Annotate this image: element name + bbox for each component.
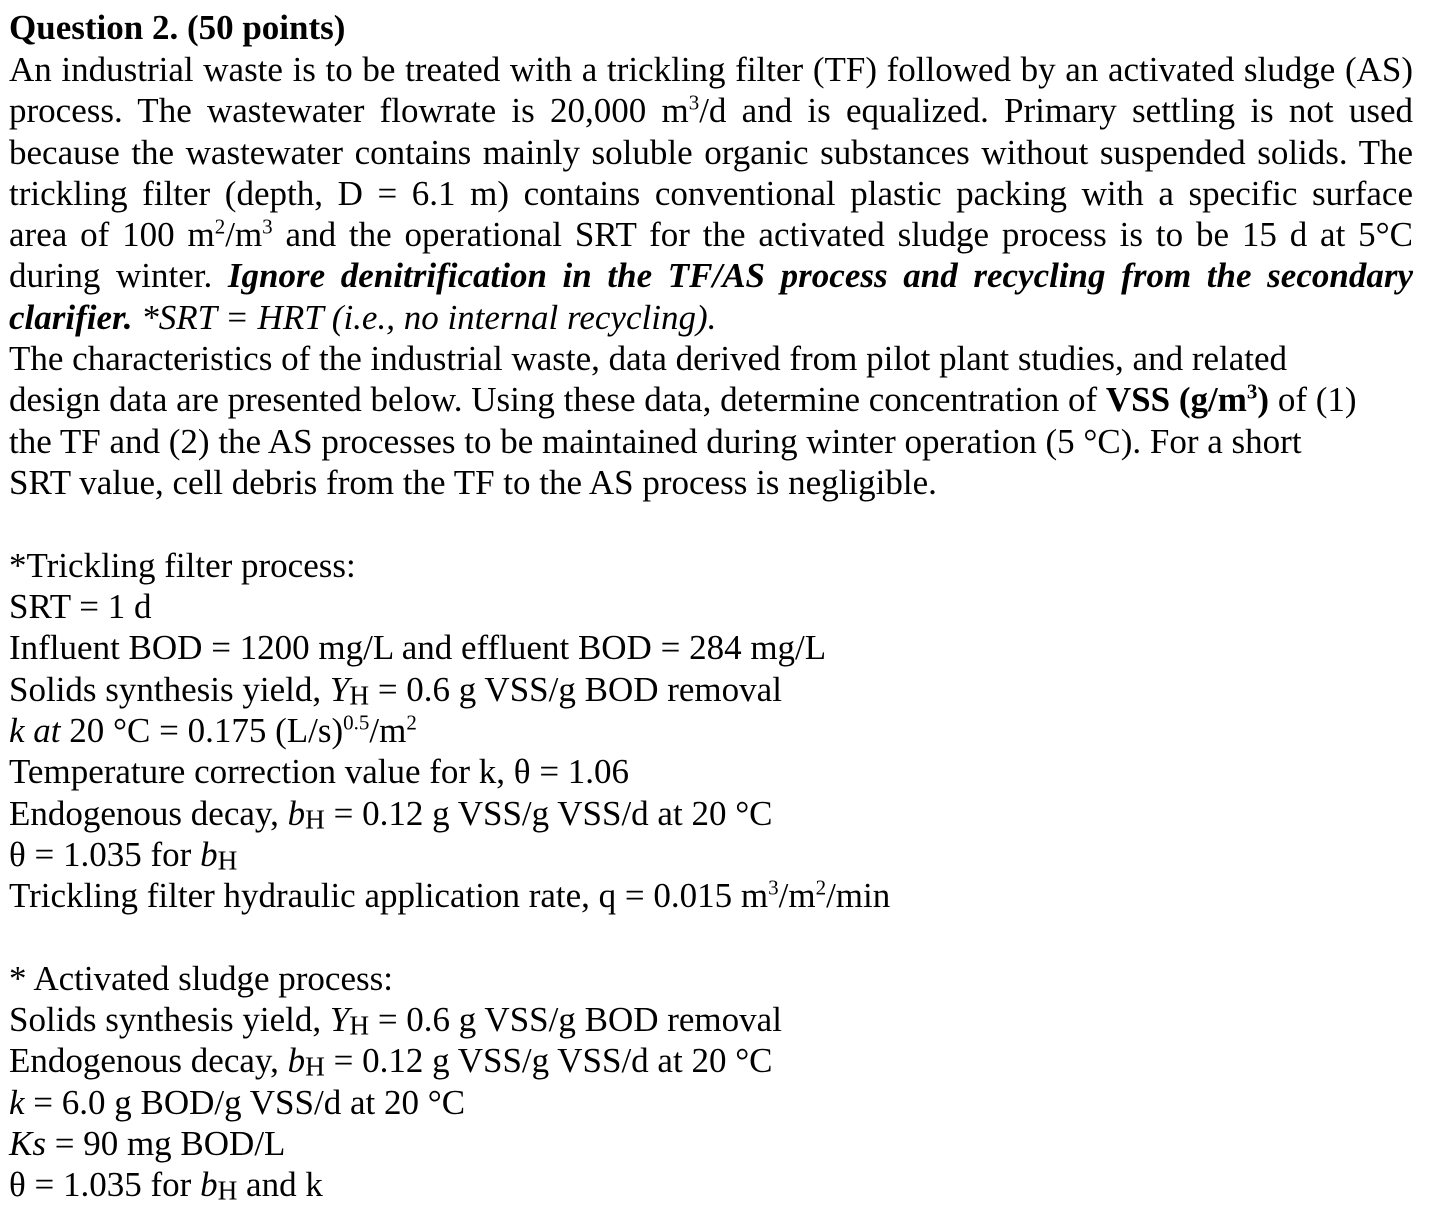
as-ks: Ks = 90 mg BOD/L bbox=[9, 1124, 286, 1163]
tf-srt: SRT = 1 d bbox=[9, 587, 152, 626]
intro-line-7: clarifier. *SRT = HRT (i.e., no internal recycling). bbox=[9, 298, 717, 337]
tf-bod: Influent BOD = 1200 mg/L and effluent BOD = 284 mg/L bbox=[9, 628, 827, 667]
intro-line-1: An industrial waste is to be treated with a trickling filter (TF) followed by an activated sludge (AS) bbox=[9, 50, 1413, 89]
task-line-3: the TF and (2) the AS processes to be maintained during winter operation (5 °C). For a short bbox=[9, 422, 1302, 461]
intro-line-3: because the wastewater contains mainly soluble organic substances without suspended solids. The bbox=[9, 133, 1413, 172]
tf-k: k at 20 °C = 0.175 $(L/s)^{0.5}/m^2$ bbox=[9, 710, 417, 750]
as-theta: θ = 1.035 for $b_H$ and k bbox=[9, 1165, 323, 1206]
tf-temp-correction: Temperature correction value for k, θ = 1.06 bbox=[9, 752, 630, 791]
tf-yield: Solids synthesis yield, $Y_H = 0.6$ g VSS/g BOD removal bbox=[9, 670, 782, 711]
intro-line-4: trickling filter (depth, D = 6.1 m) contains conventional plastic packing with a specific surface bbox=[9, 174, 1413, 213]
tf-decay: Endogenous decay, $b_H = 0.12$ g VSS/g VSS/d at 20 °C bbox=[9, 794, 773, 835]
task-line-2: design data are presented below. Using these data, determine concentration of VSS $(g/m^3)$ of (1) bbox=[9, 379, 1357, 419]
as-heading: * Activated sludge process: bbox=[9, 959, 393, 998]
intro-line-6: during winter. Ignore denitrification in the TF/AS process and recycling from the secondary bbox=[9, 256, 1413, 295]
tf-heading: *Trickling filter process: bbox=[9, 546, 356, 585]
question-title: Question 2. (50 points) bbox=[9, 8, 346, 47]
as-k: k = 6.0 g BOD/g VSS/d at 20 °C bbox=[9, 1083, 466, 1122]
task-line-4: SRT value, cell debris from the TF to the AS process is negligible. bbox=[9, 463, 937, 502]
as-decay: Endogenous decay, $b_H = 0.12$ g VSS/g VSS/d at 20 °C bbox=[9, 1041, 773, 1082]
tf-hydraulic-rate: Trickling filter hydraulic application rate, q = 0.015 $m^3/m^2/\min$ bbox=[9, 875, 891, 915]
tf-theta: θ = 1.035 for $b_H$ bbox=[9, 835, 238, 876]
intro-line-2: process. The wastewater flowrate is 20,000 $m^3/d$ and is equalized. Primary settling is not used bbox=[9, 90, 1413, 130]
intro-line-5: area of 100 $m^2/m^3$ and the operational SRT for the activated sludge process is to be 15 d at 5°C bbox=[9, 214, 1414, 254]
as-yield: Solids synthesis yield, $Y_H = 0.6$ g VSS/g BOD removal bbox=[9, 1000, 782, 1041]
task-line-1: The characteristics of the industrial waste, data derived from pilot plant studies, and related bbox=[9, 339, 1288, 378]
